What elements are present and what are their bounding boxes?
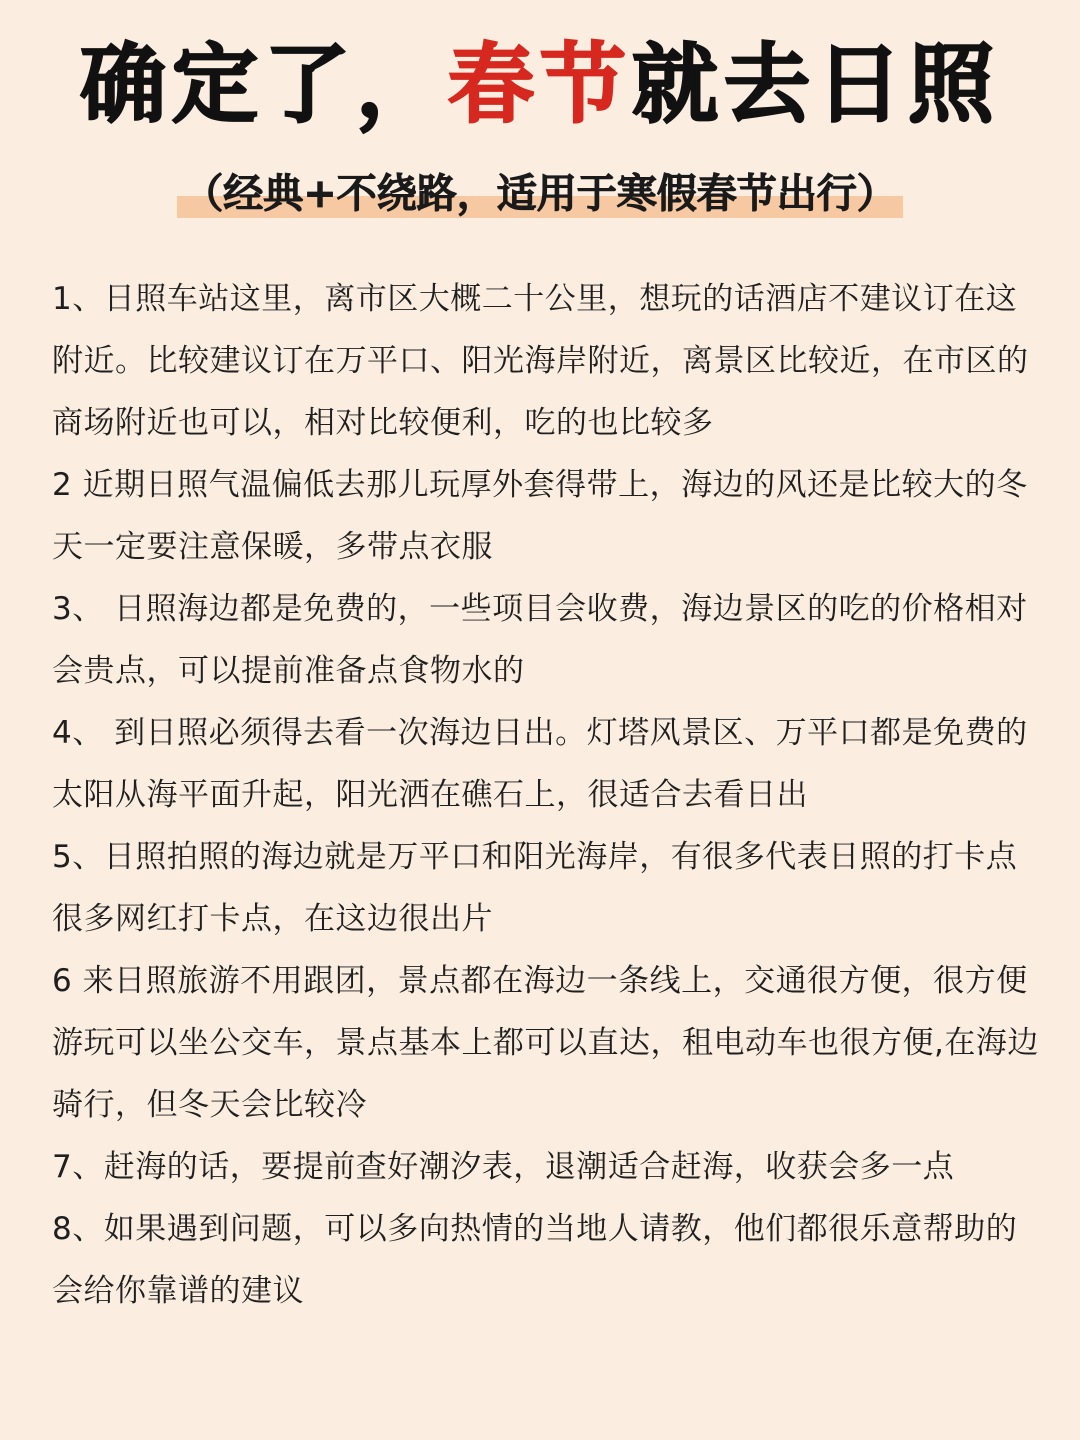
tip-item-6: 6 来日照旅游不用跟团，景点都在海边一条线上，交通很方便，很方便游玩可以坐公交车，景点基本上都可以直达，租电动车也很方便,在海边骑行，但冬天会比较冷 <box>52 963 1039 1123</box>
page-title <box>0 30 1080 140</box>
tip-item-2: 2 近期日照气温偏低去那儿玩厚外套得带上，海边的风还是比较大的冬天一定要注意保暖，多带点衣服 <box>52 467 1028 565</box>
title-prefix: 确定了， <box>80 35 448 135</box>
tip-item-5: 5、日照拍照的海边就是万平口和阳光海岸，有很多代表日照的打卡点很多网红打卡点，在这边很出片 <box>52 839 1018 937</box>
tip-item-4: 4、 到日照必须得去看一次海边日出。灯塔风景区、万平口都是免费的太阳从海平面升起，阳光洒在礁石上，很适合去看日出 <box>52 715 1028 813</box>
tip-item-7: 7、赶海的话，要提前查好潮汐表，退潮适合赶海，收获会多一点 <box>52 1149 955 1185</box>
subtitle: （经典+不绕路，适用于寒假春节出行） <box>177 166 903 222</box>
tip-item-3: 3、 日照海边都是免费的，一些项目会收费，海边景区的吃的价格相对会贵点，可以提前准备点食物水的 <box>52 591 1028 689</box>
tips-list <box>52 268 1042 1322</box>
subtitle-wrapper <box>0 166 1080 222</box>
tip-item-1: 1、日照车站这里，离市区大概二十公里，想玩的话酒店不建议订在这附近。比较建议订在万平口、阳光海岸附近，离景区比较近，在市区的商场附近也可以，相对比较便利，吃的也比较多 <box>52 281 1029 441</box>
title-suffix: 就去日照 <box>632 35 1000 135</box>
title-highlight: 春节 <box>448 35 632 135</box>
tip-item-8: 8、如果遇到问题，可以多向热情的当地人请教，他们都很乐意帮助的会给你靠谱的建议 <box>52 1211 1018 1309</box>
